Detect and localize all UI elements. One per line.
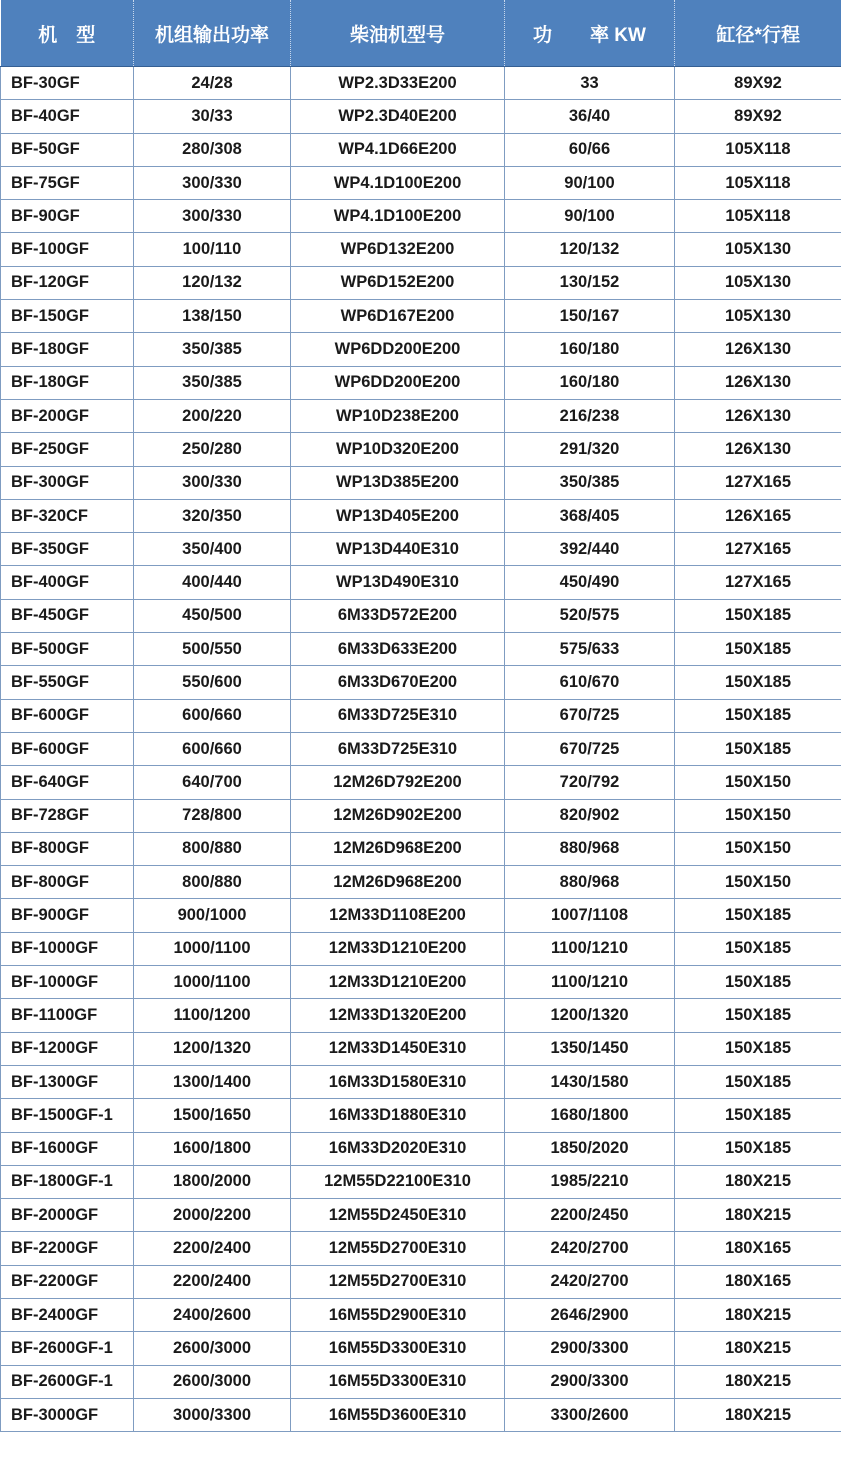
cell-output-power: 2000/2200	[134, 1199, 291, 1232]
cell-model: BF-300GF	[1, 466, 134, 499]
cell-output-power: 30/33	[134, 100, 291, 133]
cell-engine-model: 16M55D2900E310	[291, 1298, 505, 1331]
cell-bore-stroke: 180X215	[675, 1365, 841, 1398]
cell-engine-model: 6M33D633E200	[291, 633, 505, 666]
cell-model: BF-1800GF-1	[1, 1165, 134, 1198]
cell-output-power: 300/330	[134, 166, 291, 199]
table-row	[1, 100, 841, 133]
cell-model: BF-1100GF	[1, 999, 134, 1032]
cell-model: BF-550GF	[1, 666, 134, 699]
cell-model: BF-1000GF	[1, 932, 134, 965]
cell-engine-model: 12M55D2450E310	[291, 1199, 505, 1232]
cell-model: BF-180GF	[1, 366, 134, 399]
cell-model: BF-75GF	[1, 166, 134, 199]
table-row	[1, 932, 841, 965]
cell-power-kw: 150/167	[505, 300, 675, 333]
table-row	[1, 1065, 841, 1098]
cell-bore-stroke: 150X150	[675, 866, 841, 899]
cell-engine-model: WP6DD200E200	[291, 333, 505, 366]
cell-power-kw: 36/40	[505, 100, 675, 133]
cell-engine-model: WP10D238E200	[291, 399, 505, 432]
cell-model: BF-100GF	[1, 233, 134, 266]
cell-output-power: 100/110	[134, 233, 291, 266]
cell-power-kw: 575/633	[505, 633, 675, 666]
table-row	[1, 399, 841, 432]
cell-model: BF-2600GF-1	[1, 1365, 134, 1398]
cell-engine-model: 12M26D968E200	[291, 866, 505, 899]
table-row	[1, 633, 841, 666]
cell-output-power: 640/700	[134, 766, 291, 799]
table-row	[1, 1165, 841, 1198]
cell-output-power: 900/1000	[134, 899, 291, 932]
table-row	[1, 832, 841, 865]
cell-model: BF-90GF	[1, 200, 134, 233]
cell-engine-model: WP6D152E200	[291, 266, 505, 299]
cell-bore-stroke: 150X150	[675, 766, 841, 799]
cell-bore-stroke: 126X130	[675, 399, 841, 432]
cell-model: BF-400GF	[1, 566, 134, 599]
cell-power-kw: 2420/2700	[505, 1232, 675, 1265]
table-row	[1, 699, 841, 732]
header-output-power: 机组输出功率	[134, 0, 291, 67]
cell-model: BF-2600GF-1	[1, 1332, 134, 1365]
cell-engine-model: WP6D132E200	[291, 233, 505, 266]
cell-output-power: 800/880	[134, 866, 291, 899]
cell-bore-stroke: 150X185	[675, 699, 841, 732]
cell-model: BF-2200GF	[1, 1265, 134, 1298]
cell-output-power: 120/132	[134, 266, 291, 299]
cell-engine-model: 16M33D1880E310	[291, 1099, 505, 1132]
cell-power-kw: 33	[505, 67, 675, 100]
cell-bore-stroke: 150X185	[675, 999, 841, 1032]
cell-power-kw: 720/792	[505, 766, 675, 799]
cell-model: BF-1200GF	[1, 1032, 134, 1065]
cell-model: BF-30GF	[1, 67, 134, 100]
table-row	[1, 433, 841, 466]
cell-engine-model: 6M33D572E200	[291, 599, 505, 632]
cell-engine-model: 6M33D725E310	[291, 699, 505, 732]
cell-power-kw: 60/66	[505, 133, 675, 166]
cell-power-kw: 160/180	[505, 366, 675, 399]
table-row	[1, 1099, 841, 1132]
cell-power-kw: 1350/1450	[505, 1032, 675, 1065]
cell-output-power: 1500/1650	[134, 1099, 291, 1132]
cell-engine-model: WP2.3D33E200	[291, 67, 505, 100]
cell-model: BF-1300GF	[1, 1065, 134, 1098]
cell-model: BF-120GF	[1, 266, 134, 299]
cell-output-power: 24/28	[134, 67, 291, 100]
cell-bore-stroke: 105X118	[675, 166, 841, 199]
cell-power-kw: 2646/2900	[505, 1298, 675, 1331]
cell-power-kw: 820/902	[505, 799, 675, 832]
cell-bore-stroke: 150X185	[675, 1099, 841, 1132]
cell-output-power: 1600/1800	[134, 1132, 291, 1165]
cell-bore-stroke: 150X185	[675, 633, 841, 666]
cell-output-power: 2600/3000	[134, 1332, 291, 1365]
cell-model: BF-150GF	[1, 300, 134, 333]
cell-output-power: 250/280	[134, 433, 291, 466]
cell-bore-stroke: 126X165	[675, 499, 841, 532]
cell-model: BF-600GF	[1, 732, 134, 765]
cell-output-power: 350/385	[134, 333, 291, 366]
cell-engine-model: 6M33D725E310	[291, 732, 505, 765]
cell-output-power: 300/330	[134, 200, 291, 233]
cell-engine-model: WP10D320E200	[291, 433, 505, 466]
cell-engine-model: 12M33D1450E310	[291, 1032, 505, 1065]
table-row	[1, 1032, 841, 1065]
cell-engine-model: 6M33D670E200	[291, 666, 505, 699]
cell-model: BF-250GF	[1, 433, 134, 466]
cell-output-power: 3000/3300	[134, 1398, 291, 1431]
cell-bore-stroke: 150X185	[675, 1065, 841, 1098]
cell-output-power: 2200/2400	[134, 1232, 291, 1265]
cell-bore-stroke: 127X165	[675, 533, 841, 566]
cell-power-kw: 2900/3300	[505, 1332, 675, 1365]
header-model: 机 型	[1, 0, 134, 67]
cell-output-power: 800/880	[134, 832, 291, 865]
cell-engine-model: WP13D440E310	[291, 533, 505, 566]
cell-model: BF-1000GF	[1, 966, 134, 999]
cell-model: BF-320CF	[1, 499, 134, 532]
cell-engine-model: WP13D385E200	[291, 466, 505, 499]
cell-power-kw: 3300/2600	[505, 1398, 675, 1431]
table-row	[1, 1365, 841, 1398]
cell-power-kw: 130/152	[505, 266, 675, 299]
cell-model: BF-2200GF	[1, 1232, 134, 1265]
cell-engine-model: 16M55D3300E310	[291, 1332, 505, 1365]
table-row	[1, 799, 841, 832]
cell-bore-stroke: 150X185	[675, 1032, 841, 1065]
cell-power-kw: 368/405	[505, 499, 675, 532]
table-row	[1, 1298, 841, 1331]
cell-model: BF-500GF	[1, 633, 134, 666]
table-row	[1, 166, 841, 199]
cell-model: BF-800GF	[1, 866, 134, 899]
cell-bore-stroke: 180X215	[675, 1165, 841, 1198]
table-row	[1, 1398, 841, 1431]
cell-bore-stroke: 105X130	[675, 266, 841, 299]
cell-bore-stroke: 105X130	[675, 233, 841, 266]
cell-power-kw: 1200/1320	[505, 999, 675, 1032]
cell-power-kw: 160/180	[505, 333, 675, 366]
table-row	[1, 67, 841, 100]
cell-bore-stroke: 150X185	[675, 599, 841, 632]
cell-output-power: 600/660	[134, 732, 291, 765]
cell-output-power: 400/440	[134, 566, 291, 599]
cell-model: BF-200GF	[1, 399, 134, 432]
cell-engine-model: 16M55D3600E310	[291, 1398, 505, 1431]
table-row	[1, 732, 841, 765]
cell-power-kw: 880/968	[505, 866, 675, 899]
cell-bore-stroke: 126X130	[675, 333, 841, 366]
table-row	[1, 899, 841, 932]
cell-engine-model: 12M33D1108E200	[291, 899, 505, 932]
cell-engine-model: WP6DD200E200	[291, 366, 505, 399]
cell-power-kw: 216/238	[505, 399, 675, 432]
cell-engine-model: WP2.3D40E200	[291, 100, 505, 133]
cell-power-kw: 90/100	[505, 166, 675, 199]
cell-engine-model: 16M55D3300E310	[291, 1365, 505, 1398]
table-row	[1, 1199, 841, 1232]
cell-engine-model: 12M26D902E200	[291, 799, 505, 832]
cell-bore-stroke: 89X92	[675, 67, 841, 100]
cell-power-kw: 1100/1210	[505, 932, 675, 965]
cell-bore-stroke: 150X185	[675, 932, 841, 965]
table-row	[1, 233, 841, 266]
cell-bore-stroke: 150X150	[675, 799, 841, 832]
cell-model: BF-40GF	[1, 100, 134, 133]
header-row	[1, 0, 841, 67]
table-row	[1, 999, 841, 1032]
cell-output-power: 300/330	[134, 466, 291, 499]
cell-bore-stroke: 180X215	[675, 1332, 841, 1365]
cell-engine-model: 12M33D1320E200	[291, 999, 505, 1032]
table-row	[1, 866, 841, 899]
cell-bore-stroke: 150X185	[675, 1132, 841, 1165]
cell-bore-stroke: 89X92	[675, 100, 841, 133]
cell-output-power: 500/550	[134, 633, 291, 666]
cell-bore-stroke: 180X215	[675, 1199, 841, 1232]
cell-model: BF-800GF	[1, 832, 134, 865]
table-row	[1, 266, 841, 299]
header-power-kw: 功 率 KW	[505, 0, 675, 67]
cell-model: BF-50GF	[1, 133, 134, 166]
cell-output-power: 320/350	[134, 499, 291, 532]
cell-engine-model: 12M33D1210E200	[291, 932, 505, 965]
cell-engine-model: 16M33D2020E310	[291, 1132, 505, 1165]
cell-power-kw: 120/132	[505, 233, 675, 266]
cell-model: BF-1500GF-1	[1, 1099, 134, 1132]
cell-engine-model: WP13D405E200	[291, 499, 505, 532]
header-engine-model: 柴油机型号	[291, 0, 505, 67]
cell-engine-model: WP4.1D100E200	[291, 200, 505, 233]
cell-output-power: 1000/1100	[134, 966, 291, 999]
cell-bore-stroke: 180X215	[675, 1298, 841, 1331]
table-row	[1, 1332, 841, 1365]
table-row	[1, 499, 841, 532]
cell-engine-model: 16M33D1580E310	[291, 1065, 505, 1098]
cell-power-kw: 291/320	[505, 433, 675, 466]
cell-power-kw: 1430/1580	[505, 1065, 675, 1098]
cell-output-power: 200/220	[134, 399, 291, 432]
cell-output-power: 1200/1320	[134, 1032, 291, 1065]
cell-power-kw: 1985/2210	[505, 1165, 675, 1198]
cell-model: BF-1600GF	[1, 1132, 134, 1165]
cell-bore-stroke: 105X130	[675, 300, 841, 333]
cell-model: BF-3000GF	[1, 1398, 134, 1431]
cell-power-kw: 1007/1108	[505, 899, 675, 932]
cell-power-kw: 1850/2020	[505, 1132, 675, 1165]
cell-model: BF-900GF	[1, 899, 134, 932]
table-row	[1, 533, 841, 566]
table-row	[1, 766, 841, 799]
cell-output-power: 280/308	[134, 133, 291, 166]
cell-power-kw: 1680/1800	[505, 1099, 675, 1132]
cell-output-power: 600/660	[134, 699, 291, 732]
cell-bore-stroke: 150X185	[675, 666, 841, 699]
cell-engine-model: 12M26D968E200	[291, 832, 505, 865]
cell-power-kw: 520/575	[505, 599, 675, 632]
cell-bore-stroke: 127X165	[675, 566, 841, 599]
cell-output-power: 2200/2400	[134, 1265, 291, 1298]
cell-engine-model: 12M55D2700E310	[291, 1232, 505, 1265]
cell-bore-stroke: 105X118	[675, 200, 841, 233]
table-row	[1, 466, 841, 499]
cell-power-kw: 610/670	[505, 666, 675, 699]
cell-model: BF-2400GF	[1, 1298, 134, 1331]
cell-bore-stroke: 150X185	[675, 966, 841, 999]
cell-power-kw: 670/725	[505, 699, 675, 732]
cell-bore-stroke: 150X150	[675, 832, 841, 865]
table-row	[1, 599, 841, 632]
cell-output-power: 138/150	[134, 300, 291, 333]
cell-engine-model: 12M55D2700E310	[291, 1265, 505, 1298]
cell-output-power: 350/385	[134, 366, 291, 399]
cell-output-power: 1300/1400	[134, 1065, 291, 1098]
cell-power-kw: 1100/1210	[505, 966, 675, 999]
cell-model: BF-450GF	[1, 599, 134, 632]
cell-engine-model: 12M33D1210E200	[291, 966, 505, 999]
cell-model: BF-180GF	[1, 333, 134, 366]
cell-output-power: 450/500	[134, 599, 291, 632]
table-row	[1, 1132, 841, 1165]
table-row	[1, 133, 841, 166]
cell-power-kw: 2900/3300	[505, 1365, 675, 1398]
table-row	[1, 300, 841, 333]
table-row	[1, 333, 841, 366]
cell-bore-stroke: 105X118	[675, 133, 841, 166]
cell-bore-stroke: 180X165	[675, 1265, 841, 1298]
cell-power-kw: 670/725	[505, 732, 675, 765]
table-row	[1, 566, 841, 599]
cell-model: BF-640GF	[1, 766, 134, 799]
cell-power-kw: 450/490	[505, 566, 675, 599]
cell-power-kw: 90/100	[505, 200, 675, 233]
cell-output-power: 2400/2600	[134, 1298, 291, 1331]
cell-engine-model: WP4.1D100E200	[291, 166, 505, 199]
cell-output-power: 550/600	[134, 666, 291, 699]
cell-output-power: 1800/2000	[134, 1165, 291, 1198]
cell-power-kw: 2200/2450	[505, 1199, 675, 1232]
table-body	[1, 67, 841, 1432]
table-row	[1, 1265, 841, 1298]
cell-model: BF-2000GF	[1, 1199, 134, 1232]
cell-model: BF-728GF	[1, 799, 134, 832]
cell-power-kw: 2420/2700	[505, 1265, 675, 1298]
cell-output-power: 350/400	[134, 533, 291, 566]
cell-engine-model: WP6D167E200	[291, 300, 505, 333]
cell-output-power: 2600/3000	[134, 1365, 291, 1398]
cell-power-kw: 880/968	[505, 832, 675, 865]
cell-output-power: 1100/1200	[134, 999, 291, 1032]
cell-bore-stroke: 150X185	[675, 899, 841, 932]
cell-bore-stroke: 127X165	[675, 466, 841, 499]
table-header	[1, 0, 841, 67]
table-row	[1, 666, 841, 699]
cell-output-power: 1000/1100	[134, 932, 291, 965]
table-row	[1, 200, 841, 233]
cell-engine-model: 12M55D22100E310	[291, 1165, 505, 1198]
table-row	[1, 1232, 841, 1265]
cell-model: BF-600GF	[1, 699, 134, 732]
table-row	[1, 366, 841, 399]
cell-bore-stroke: 126X130	[675, 366, 841, 399]
header-bore-stroke: 缸径*行程	[675, 0, 841, 67]
cell-engine-model: WP13D490E310	[291, 566, 505, 599]
table-row	[1, 966, 841, 999]
cell-bore-stroke: 126X130	[675, 433, 841, 466]
cell-power-kw: 350/385	[505, 466, 675, 499]
cell-engine-model: 12M26D792E200	[291, 766, 505, 799]
cell-power-kw: 392/440	[505, 533, 675, 566]
cell-bore-stroke: 180X165	[675, 1232, 841, 1265]
cell-bore-stroke: 150X185	[675, 732, 841, 765]
cell-output-power: 728/800	[134, 799, 291, 832]
cell-engine-model: WP4.1D66E200	[291, 133, 505, 166]
cell-model: BF-350GF	[1, 533, 134, 566]
cell-bore-stroke: 180X215	[675, 1398, 841, 1431]
